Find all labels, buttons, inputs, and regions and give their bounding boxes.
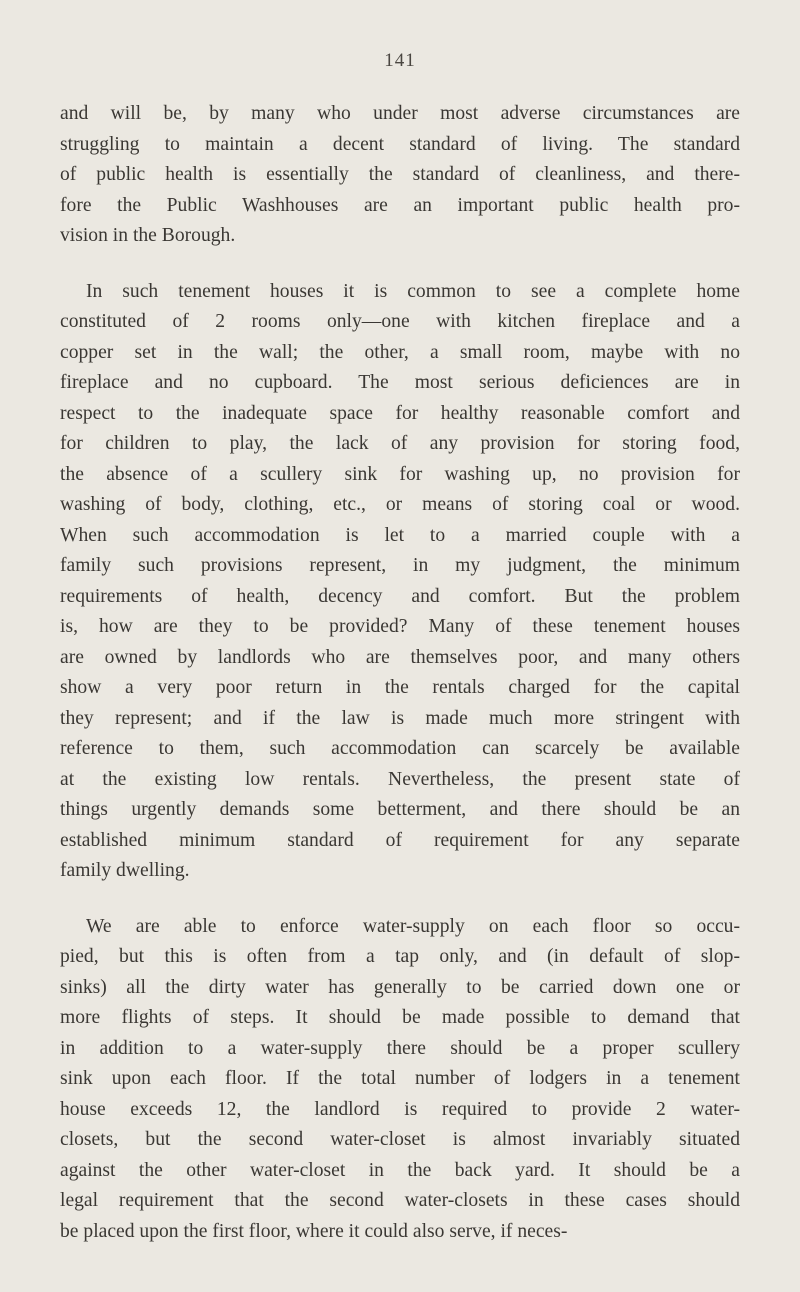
text-line: show a very poor return in the rentals charged for the capital	[60, 677, 740, 698]
text-line: struggling to maintain a decent standard of living. The standard	[60, 133, 740, 155]
text-line: copper set in the wall; the other, a small room, maybe with no	[60, 341, 740, 363]
text-line: reference to them, such accommodation can scarcely be available	[60, 738, 740, 759]
body-text	[60, 99, 740, 1247]
text-line: are owned by landlords who are themselves poor, and many others	[60, 646, 740, 668]
paragraph-tenement-houses	[60, 277, 740, 887]
text-line: fireplace and no cupboard. The most serious deficiences are in	[60, 372, 740, 393]
text-line: In such tenement houses it is common to see a complete home	[86, 280, 740, 302]
text-line: of public health is essentially the standard of cleanliness, and there-	[60, 164, 740, 185]
text-line: respect to the inadequate space for healthy reasonable comfort and	[60, 402, 740, 424]
text-line: pied, but this is often from a tap only, and (in default of slop-	[60, 946, 740, 967]
text-line: established minimum standard of requirement for any separate	[60, 829, 740, 851]
text-line: closets, but the second water-closet is almost invariably situated	[60, 1129, 740, 1150]
text-line: constituted of 2 rooms only—one with kitchen fireplace and a	[60, 311, 740, 332]
text-line: things urgently demands some betterment, and there should be an	[60, 799, 740, 820]
text-line: legal requirement that the second water-closets in these cases should	[60, 1190, 740, 1211]
text-line: for children to play, the lack of any provision for storing food,	[60, 433, 740, 454]
text-line: be placed upon the first floor, where it could also serve, if neces-	[60, 1220, 568, 1242]
text-line: family such provisions represent, in my judgment, the minimum	[60, 555, 740, 576]
text-line: they represent; and if the law is made much more stringent with	[60, 707, 740, 729]
text-line: sink upon each floor. If the total number of lodgers in a tenement	[60, 1068, 740, 1089]
text-line: and will be, by many who under most adverse circumstances are	[60, 103, 740, 124]
text-line: is, how are they to be provided? Many of these tenement houses	[60, 616, 740, 637]
text-line: family dwelling.	[60, 860, 190, 881]
text-line: vision in the Borough.	[60, 225, 236, 246]
text-line: We are able to enforce water-supply on each floor so occu-	[86, 915, 740, 937]
text-line: fore the Public Washhouses are an important public health pro-	[60, 194, 740, 216]
text-line: more flights of steps. It should be made possible to demand that	[60, 1007, 740, 1028]
paragraph-water-supply	[60, 912, 740, 1248]
text-line: When such accommodation is let to a married couple with a	[60, 524, 740, 546]
text-line: house exceeds 12, the landlord is required to provide 2 water-	[60, 1098, 740, 1120]
text-line: against the other water-closet in the back yard. It should be a	[60, 1159, 740, 1181]
paragraph-washhouses	[60, 99, 740, 252]
text-line: washing of body, clothing, etc., or means of storing coal or wood.	[60, 494, 740, 515]
text-line: in addition to a water-supply there should be a proper scullery	[60, 1037, 740, 1059]
text-line: at the existing low rentals. Nevertheless, the present state of	[60, 768, 740, 790]
text-line: requirements of health, decency and comfort. But the problem	[60, 585, 740, 607]
page-number: 141	[384, 50, 416, 71]
text-line: sinks) all the dirty water has generally to be carried down one or	[60, 976, 740, 998]
text-line: the absence of a scullery sink for washing up, no provision for	[60, 463, 740, 485]
